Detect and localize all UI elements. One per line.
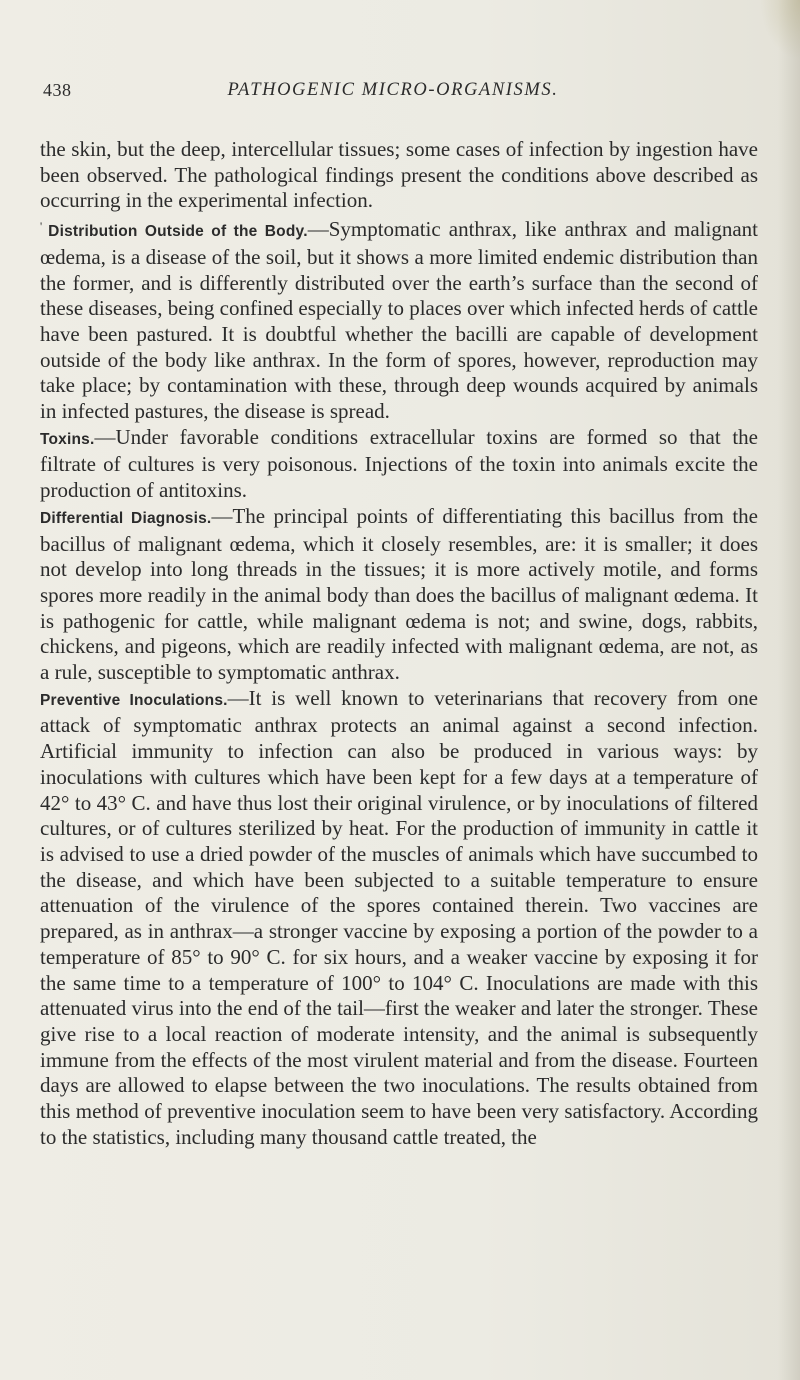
paragraph-distribution	[40, 214, 758, 425]
body-text	[40, 137, 758, 1150]
running-title: PATHOGENIC MICRO-ORGANISMS.	[227, 80, 559, 100]
section-heading: Toxins.	[40, 430, 95, 448]
paragraph-text: —Under favorable conditions extracellular toxins are formed so that the filtrate of cultures is very poisonous. Injections of the toxin into animals excite the production of antitoxins.	[40, 424, 758, 503]
paragraph-text: —It is well known to veterinarians that recovery from one attack of symptomatic anthrax protects an animal against a second infection. Artificial immunity to infection can also be produced in various ways: by inoculations with cultures which have been kept for a few days at a temperature of 42° to 43° C. and have thus lost their original virulence, or by inoculations of filtered cultures, or of cultures sterilized by heat. For the production of immunity in cattle it is advised to use a dried powder of the muscles of animals which have succumbed to the disease, and which have been subjected to a suitable temperature to ensure attenuation of the virulence of the spores contained therein. Two vaccines are prepared, as in anthrax—a stronger vaccine by exposing a portion of the powder to a temperature of 85° to 90° C. for six hours, and a weaker vaccine by exposing it for the same time to a temperature of 100° to 104° C. Inoculations are made with this attenuated virus into the end of the tail—first the weaker and later the stronger. These give rise to a local reaction of moderate intensity, and the animal is subsequently immune from the effects of the most virulent material and from the disease. Fourteen days are allowed to elapse between the two inoculations. The results obtained from this method of preventive inoculation seem to have been very satisfactory. According to the statistics, including many thousand cattle treated, the	[40, 685, 758, 1149]
stray-mark: '	[40, 219, 43, 234]
page-number: 438	[43, 80, 72, 100]
paragraph-text: —The principal points of differentiating this bacillus from the bacillus of malignant œdema, which it closely resembles, are: it is smaller; it does not develop into long threads in the tissues; it is more actively motile, and forms spores more readily in the animal body than does the bacillus of malignant œdema. It is pathogenic for cattle, while malignant œdema is not; and swine, dogs, rabbits, chickens, and pigeons, which are readily infected with malignant œdema, are not, as a rule, susceptible to symptomatic anthrax.	[40, 503, 758, 685]
page-edge-shadow	[778, 0, 800, 1380]
paragraph-differential-diagnosis	[40, 504, 758, 686]
paragraph-continuation	[40, 137, 758, 214]
section-heading: Preventive Inoculations.	[40, 691, 228, 709]
page-corner-stain	[760, 0, 800, 60]
section-heading: Differential Diagnosis.	[40, 509, 212, 527]
paragraph-preventive-inoculations	[40, 686, 758, 1151]
running-head	[43, 80, 743, 110]
paragraph-text: —Symptomatic anthrax, like anthrax and malignant œdema, is a disease of the soil, but it shows a more limited endemic distribution than the former, and is differently distributed over the earth’s surface than the second of these diseases, being confined especially to places over which infected herds of cattle have been pastured. It is doubtful whether the bacilli are capable of development outside of the body like anthrax. In the form of spores, however, reproduction may take place; by contamination with these, through deep wounds acquired by animals in infected pastures, the disease is spread.	[40, 217, 758, 424]
paragraph-text: the skin, but the deep, intercellular tissues; some cases of infection by ingestion have been observed. The pathological findings present the conditions above described as occurring in the experimental infection.	[40, 137, 758, 213]
paragraph-toxins	[40, 425, 758, 504]
section-heading: Distribution Outside of the Body.	[48, 223, 308, 241]
